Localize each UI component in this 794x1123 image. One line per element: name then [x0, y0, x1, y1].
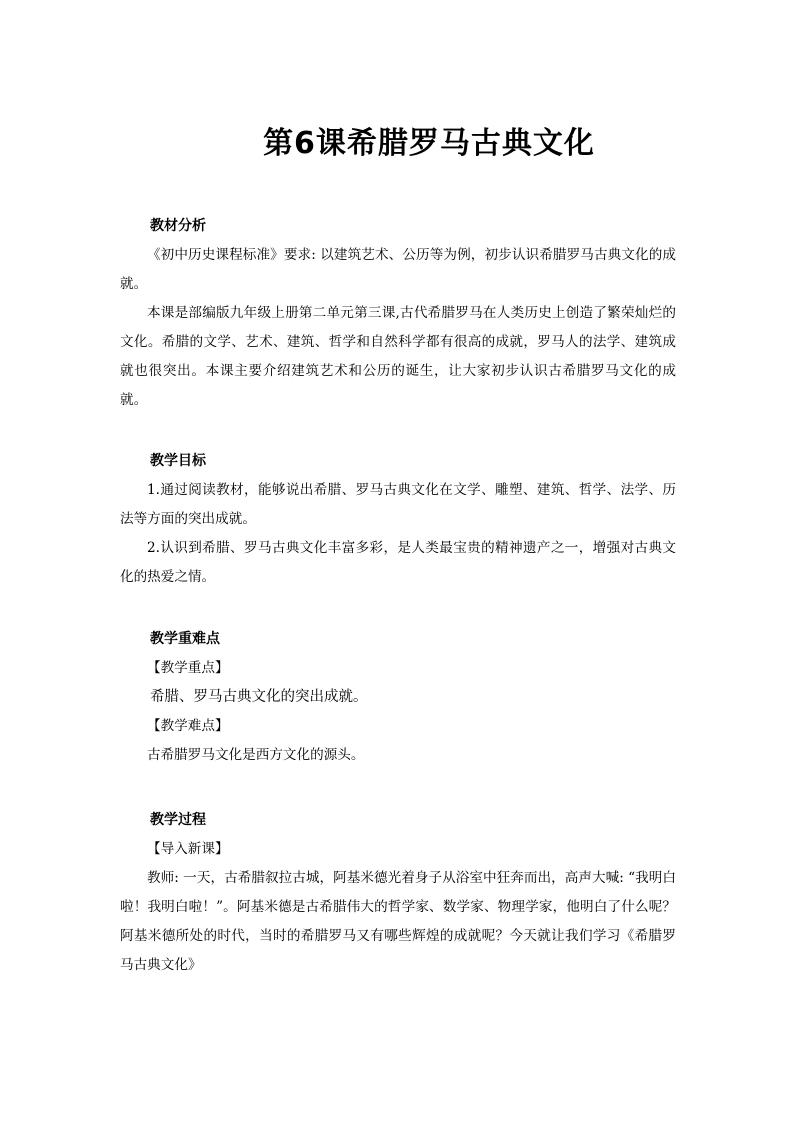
section-heading-materials: 教材分析	[150, 218, 206, 234]
section-heading-process: 教学过程	[150, 812, 206, 828]
materials-paragraph-1: 《初中历史课程标准》要求: 以建筑艺术、公历等为例，初步认识希腊罗马古典文化的成就。	[120, 247, 676, 292]
difficulty-label: 【教学难点】	[147, 718, 229, 734]
document-body	[120, 212, 676, 980]
section-heading-key-points: 教学重难点	[150, 631, 220, 647]
section-heading-goals: 教学目标	[150, 453, 206, 469]
goals-item-1: 1.通过阅读教材，能够说出希腊、罗马古典文化在文学、雕塑、建筑、哲学、法学、历法等方面的突出成就。	[120, 482, 676, 527]
key-point-label: 【教学重点】	[147, 660, 229, 676]
intro-paragraph: 教师: 一天，古希腊叙拉古城，阿基米德光着身子从浴室中狂奔而出，高声大喊: “我明白啦！我明白啦！”。阿基米德是古希腊伟大的哲学家、数学家、物理学家，他明白了什么呢？阿基米德所处的时代，当时的希腊罗马又有哪些辉煌的成就呢？今天就让我们学习《希腊罗马古典文化》	[120, 870, 676, 973]
materials-paragraph-2: 本课是部编版九年级上册第二单元第三课,古代希腊罗马在人类历史上创造了繁荣灿烂的文化。希腊的文学、艺术、建筑、哲学和自然科学都有很高的成就，罗马人的法学、建筑成就也很突出。本课主要介绍建筑艺术和公历的诞生，让大家初步认识古希腊罗马文化的成就。	[120, 305, 676, 408]
key-point-text: 希腊、罗马古典文化的突出成就。	[150, 689, 368, 705]
difficulty-text: 古希腊罗马文化是西方文化的源头。	[147, 747, 365, 763]
intro-label: 【导入新课】	[147, 841, 229, 857]
goals-item-2: 2.认识到希腊、罗马古典文化丰富多彩，是人类最宝贵的精神遗产之一，增强对古典文化的热爱之情。	[120, 540, 676, 585]
page-title: 第6课希腊罗马古典文化	[263, 126, 595, 161]
